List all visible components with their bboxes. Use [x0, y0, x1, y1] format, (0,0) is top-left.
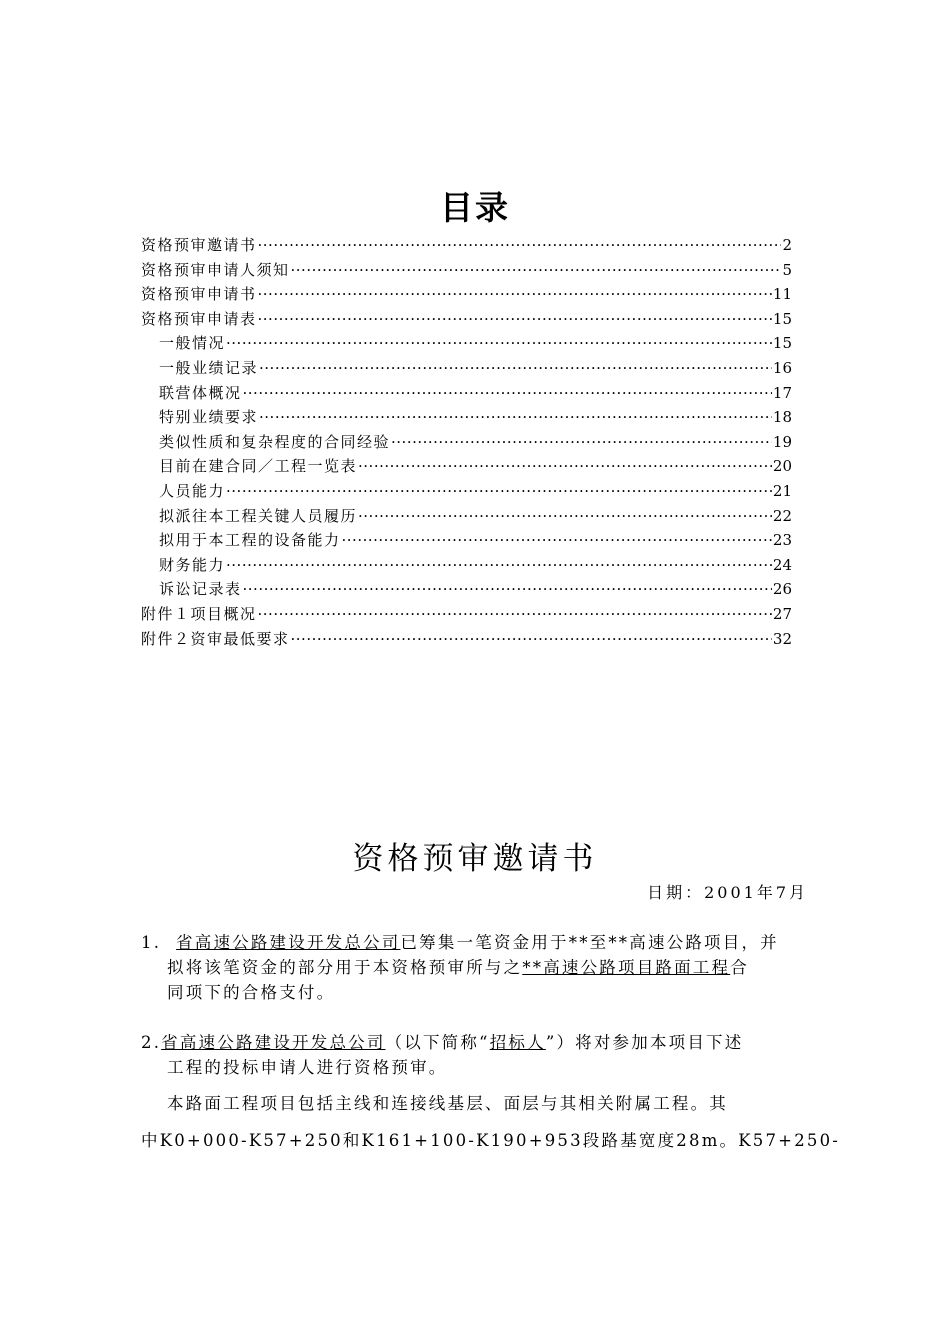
toc-entry-page: 2	[782, 236, 792, 254]
paragraph-1-line-2	[141, 955, 809, 980]
toc-entry[interactable]	[141, 554, 792, 579]
toc-leader-dots	[259, 408, 772, 426]
toc-entry-label: 目前在建合同／工程一览表	[159, 457, 358, 476]
toc-entry-page: 26	[772, 580, 792, 599]
paragraph-2	[141, 1030, 809, 1080]
paragraph-3	[141, 1085, 841, 1159]
toc-leader-dots	[391, 433, 772, 451]
toc-entry-page: 16	[772, 358, 792, 377]
toc-entry-label: 附件２资审最低要求	[141, 629, 290, 648]
toc-entry-page: 5	[782, 260, 792, 279]
toc-leader-dots	[259, 359, 772, 377]
toc-entry-page: 15	[772, 334, 792, 353]
paragraph-2-line-1	[141, 1030, 809, 1055]
table-of-contents	[141, 234, 792, 652]
paragraph-2-text: （以下简称“	[385, 1033, 490, 1052]
toc-entry[interactable]	[141, 603, 792, 628]
toc-leader-dots	[243, 580, 772, 598]
toc-entry-page: 20	[772, 457, 792, 476]
paragraph-2-text-2: ”）将对参加本项目下述	[545, 1033, 744, 1052]
toc-entry-label: 类似性质和复杂程度的合同经验	[159, 432, 391, 451]
toc-entry[interactable]	[141, 480, 792, 505]
toc-leader-dots	[258, 285, 772, 303]
toc-entry-label: 资格预审申请表	[141, 309, 257, 328]
toc-entry[interactable]	[141, 382, 792, 407]
paragraph-3-line-1: 本路面工程项目包括主线和连接线基层、面层与其相关附属工程。其	[167, 1094, 728, 1113]
toc-leader-dots	[226, 556, 772, 574]
toc-entry-label: 资格预审邀请书	[141, 236, 257, 254]
paragraph-1-text-3: 合	[730, 958, 749, 977]
toc-entry[interactable]	[141, 529, 792, 554]
toc-entry[interactable]	[141, 259, 792, 284]
toc-entry[interactable]	[141, 308, 792, 333]
toc-entry-label: 特别业绩要求	[159, 408, 259, 427]
paragraph-1-line-3: 同项下的合格支付。	[167, 983, 336, 1002]
toc-entry[interactable]	[141, 283, 792, 308]
paragraph-1-text: 已筹集一笔资金用于**至**高速公路项目，并	[400, 933, 779, 952]
toc-leader-dots	[358, 457, 772, 475]
toc-entry-label: 诉讼记录表	[159, 580, 242, 599]
paragraph-1-text-2: 拟将该笔资金的部分用于本资格预审所与之	[167, 958, 523, 977]
toc-entry-label: 联营体概况	[159, 383, 242, 402]
toc-entry-label: 拟用于本工程的设备能力	[159, 531, 341, 550]
toc-entry-label: 一般业绩记录	[159, 358, 259, 377]
toc-entry-page: 32	[772, 629, 792, 648]
invitation-title: 资格预审邀请书	[352, 841, 598, 877]
toc-entry-page: 17	[772, 383, 792, 402]
date-line: 日期：2001年7月	[647, 883, 808, 902]
project-name: **高速公路项目路面工程	[522, 958, 731, 977]
toc-entry-page: 18	[772, 408, 792, 427]
toc-entry-label: 附件１项目概况	[141, 604, 257, 623]
toc-entry-page: 11	[772, 285, 792, 304]
toc-leader-dots	[258, 236, 782, 254]
toc-entry[interactable]	[141, 578, 792, 603]
toc-entry[interactable]	[141, 431, 792, 456]
toc-entry[interactable]	[141, 234, 792, 259]
paragraph-1-line-1	[141, 930, 809, 955]
toc-entry[interactable]	[141, 406, 792, 431]
toc-entry-label: 资格预审申请书	[141, 285, 257, 304]
toc-entry[interactable]	[141, 357, 792, 382]
paragraph-3-line-2: 中K0+000-K57+250和K161+100-K190+953段路基宽度28m。K57+250-	[141, 1131, 841, 1150]
paragraph-2-line-2: 工程的投标申请人进行资格预审。	[167, 1058, 448, 1077]
toc-entry[interactable]	[141, 628, 792, 653]
toc-entry-page: 22	[772, 506, 792, 525]
toc-title: 目录	[440, 188, 510, 227]
toc-leader-dots	[342, 531, 772, 549]
paragraph-2-number: 2.	[141, 1033, 162, 1052]
toc-entry-label: 一般情况	[159, 334, 226, 353]
toc-leader-dots	[291, 630, 772, 648]
toc-entry[interactable]	[141, 505, 792, 530]
toc-entry-label: 人员能力	[159, 481, 226, 500]
toc-leader-dots	[258, 605, 772, 623]
toc-entry-page: 19	[772, 432, 792, 451]
toc-entry-label: 资格预审申请人须知	[141, 260, 290, 279]
toc-leader-dots	[291, 261, 782, 279]
paragraph-1	[141, 930, 809, 1005]
toc-leader-dots	[258, 310, 772, 328]
toc-entry-label: 财务能力	[159, 555, 226, 574]
toc-entry-page: 23	[772, 531, 792, 550]
toc-entry-page: 21	[772, 481, 792, 500]
org-name: 省高速公路建设开发总公司	[176, 933, 401, 952]
toc-entry-page: 24	[772, 555, 792, 574]
toc-entry-label: 拟派往本工程关键人员履历	[159, 506, 358, 525]
org-name-2: 省高速公路建设开发总公司	[161, 1033, 386, 1052]
toc-entry-page: 15	[772, 309, 792, 328]
toc-leader-dots	[358, 507, 772, 525]
toc-entry[interactable]	[141, 332, 792, 357]
toc-entry-page: 27	[772, 604, 792, 623]
toc-leader-dots	[226, 482, 772, 500]
toc-leader-dots	[226, 334, 772, 352]
paragraph-1-number: 1.	[141, 933, 162, 952]
tenderer-label: 招标人	[489, 1033, 546, 1052]
toc-entry[interactable]	[141, 455, 792, 480]
toc-leader-dots	[243, 384, 772, 402]
